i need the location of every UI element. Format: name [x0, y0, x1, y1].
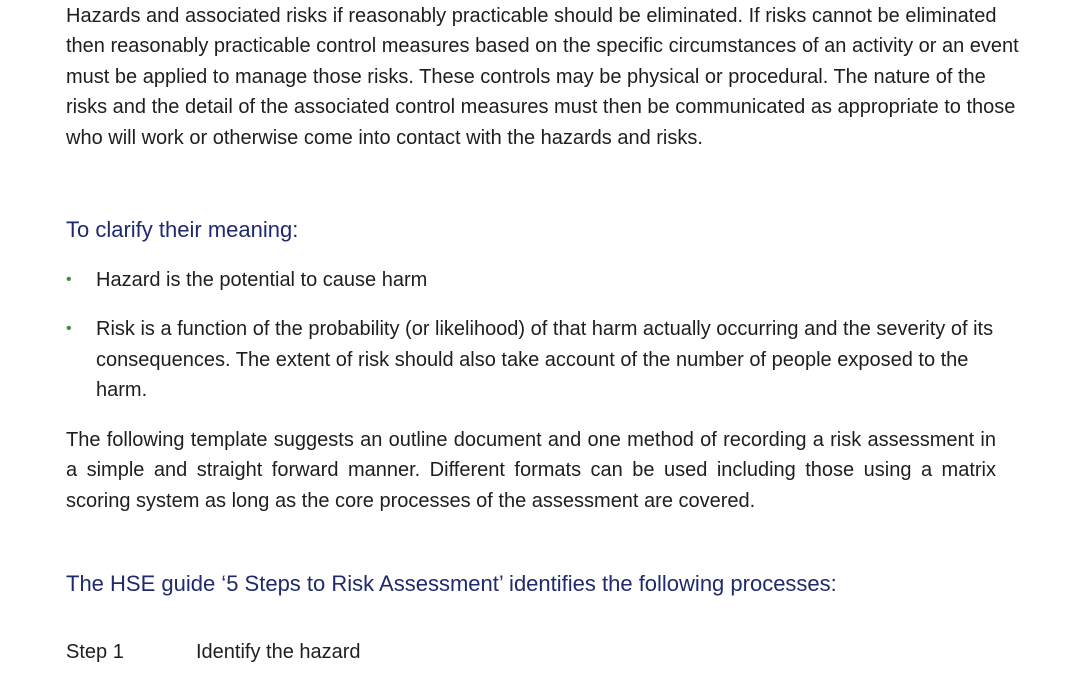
step-number: Step 1	[66, 641, 124, 663]
clarify-heading: To clarify their meaning:	[66, 217, 299, 242]
hse-heading: The HSE guide ‘5 Steps to Risk Assessment’ identifies the following processes:	[66, 571, 837, 596]
bullet-icon: •	[66, 320, 72, 338]
definition-list	[66, 265, 1006, 406]
bullet-text: Hazard is the potential to cause harm	[96, 269, 428, 291]
bullet-text: Risk is a function of the probability (or likelihood) of that harm actually occurring and the severity of its consequences. The extent of risk should also take account of the number of people exposed to the harm.	[96, 318, 994, 402]
bullet-icon: •	[66, 271, 72, 288]
step-description: Identify the hazard	[196, 641, 361, 663]
list-item	[66, 265, 1006, 295]
list-item	[66, 314, 1006, 405]
intro-paragraph: Hazards and associated risks if reasonably practicable should be eliminated. If risks cannot be eliminated then reasonably practicable control measures based on the specific circumstances of an activity or an event must be applied to manage those risks. These controls may be physical or procedural. The nature of the risks and the detail of the associated control measures must then be communicated as appropriate to those who will work or otherwise come into contact with the hazards and risks.	[66, 5, 1019, 149]
template-paragraph: The following template suggests an outline document and one method of recording a risk assessment in a simple and straight forward manner. Different formats can be used including those using a matrix scoring system as long as the core processes of the assessment are covered.	[66, 429, 996, 512]
step-row	[66, 637, 766, 667]
